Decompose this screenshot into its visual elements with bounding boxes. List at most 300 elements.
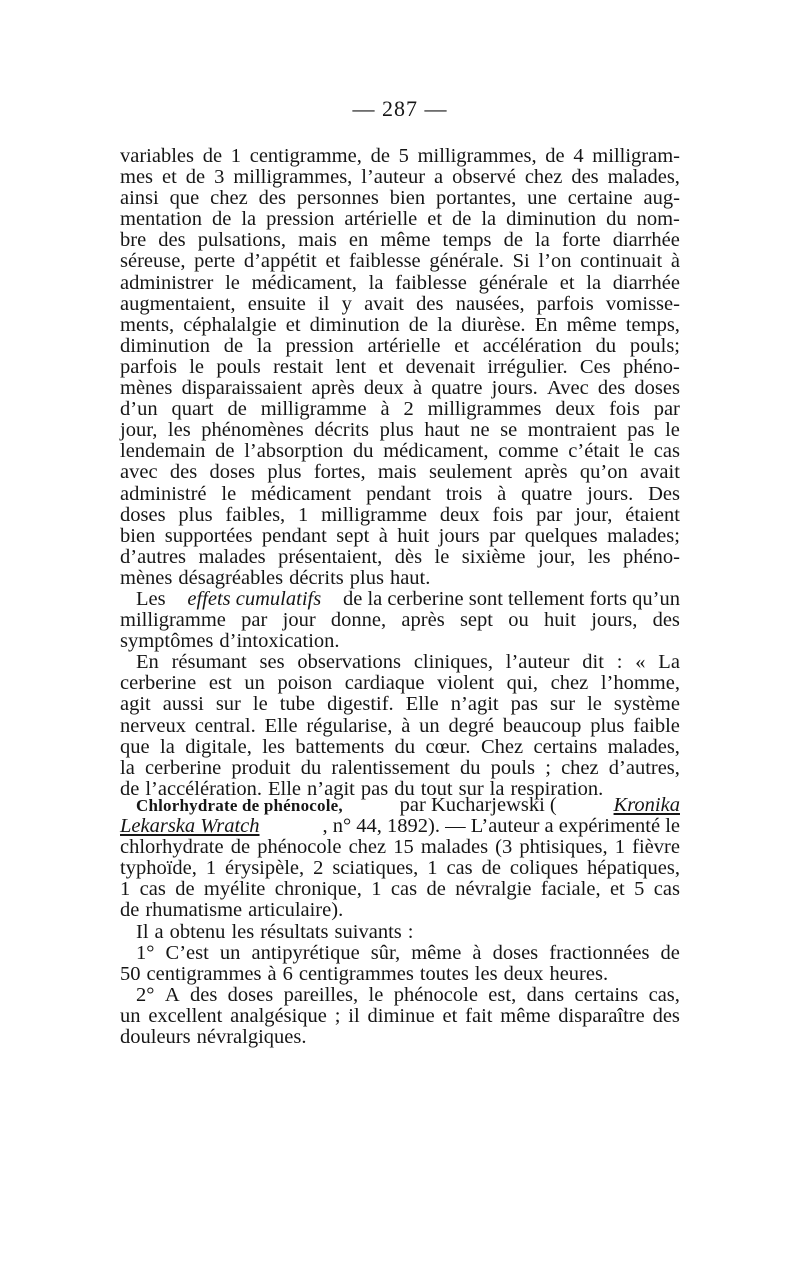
word: ments, [120,313,175,336]
word: 1 [614,836,626,859]
word: même [380,229,431,252]
word: médicament [251,482,352,505]
word: la [160,735,175,758]
word: centigrammes [146,962,262,985]
word: doses [209,461,256,484]
text-line [120,758,680,779]
word: diminution [309,313,400,336]
word: de [185,166,206,189]
word: haut [424,419,460,442]
word: des [597,377,626,400]
word: plus [349,566,384,589]
word: de [227,398,247,421]
word: d’appétit [243,250,317,273]
word: fait [465,1004,493,1027]
word: après [311,377,355,400]
word: par [653,398,680,421]
word: de [660,941,680,964]
word: articulaire). [248,899,344,922]
word: 1° [136,941,155,964]
word: suivants [334,920,402,943]
text-fragment: par Kucharjewski ( [399,794,557,816]
word: : [616,651,623,674]
word: névralgiques. [196,1026,307,1049]
word: le [252,693,268,716]
word: décrits [314,419,369,442]
word: continuait [580,250,663,273]
word: un [120,1004,141,1027]
word: à [380,398,390,421]
word: forte [561,229,601,252]
word: de [175,878,195,901]
text-line [120,146,680,167]
word: des [416,292,444,315]
word: huit [397,524,430,547]
text-line [120,631,680,652]
text-line [120,420,680,441]
word: de [481,857,501,880]
word: mènes [120,566,173,589]
word: coliques [509,857,579,880]
word: En [136,651,159,674]
word: disparaissaient [181,377,303,400]
word: jours. [587,482,634,505]
word: qu’on [579,461,628,484]
word: de [202,145,223,167]
word: des [189,983,218,1006]
word: ne [470,419,490,442]
word: cas [653,878,680,901]
word: du [394,735,416,758]
word: la [535,229,550,252]
word: se [500,419,518,442]
word: avait [364,292,404,315]
word: accélération [482,334,582,357]
word: fortes, [313,461,366,484]
word: supportées [164,524,253,547]
word: du [595,334,617,357]
word: n’agit [307,777,355,800]
text-line [120,273,680,294]
word: tube [279,693,316,716]
text-line [120,879,680,900]
word: à [267,962,277,985]
word: il [348,1004,360,1027]
text-line [120,251,680,272]
word: pouls [216,355,261,378]
word: Chez [480,735,524,758]
word: le [587,693,602,716]
word: fractionnées [549,941,650,964]
word: résumant [171,651,247,674]
word: d’intoxication. [219,630,340,653]
word: des [169,461,198,484]
word: de [230,836,251,859]
word: heures. [549,962,609,985]
text-line [120,716,680,737]
word: Elle [264,714,298,737]
word: C’est [165,941,209,964]
word: le [629,440,645,463]
word: ou [508,609,529,632]
text-line [120,462,680,483]
word: pendant [366,482,431,505]
word: 5 [398,145,409,167]
word: pression [266,208,335,231]
word: pouls; [629,334,680,357]
section-heading-line [120,795,680,816]
word: même [500,1004,551,1027]
word: 3 [214,166,225,189]
word: milligrammes, [417,145,537,167]
word: ralentissement [331,756,450,779]
word: le [665,419,680,442]
word: Des [648,482,680,505]
word: diminution [506,208,597,231]
word: du [394,777,415,800]
word: système [613,693,680,716]
word: ; [545,756,551,779]
word: deux [363,377,404,400]
word: séreuse, [120,250,186,273]
text-block-cerberine [120,146,680,800]
word: mènes [120,377,173,400]
word: phéno- [622,355,680,378]
word: nerveux [120,714,187,737]
word: vomisse- [605,292,680,315]
word: des [571,166,599,189]
word: l’absorption [244,440,344,463]
text-line [120,837,680,858]
text-line [120,188,680,209]
word: observations [297,651,402,674]
word: analgésique [230,1004,327,1027]
word: certains [574,983,639,1006]
word: sûr, [370,941,401,964]
word: pouls [490,756,536,779]
word: artérielle [367,334,441,357]
word: l’homme, [600,672,680,695]
word: de [120,899,140,922]
word: diminue [367,1004,435,1027]
word: chez [524,166,563,189]
word: phéno- [623,545,680,568]
word: pendant [261,524,327,547]
word: jour [282,609,316,632]
word: augmentaient, [120,292,236,315]
word: plus [267,461,302,484]
text-line [120,505,680,526]
word: 1 [371,878,382,901]
word: cerberine [144,756,222,779]
word: 2 [313,857,324,880]
word: chez [561,756,599,779]
word: phénocole [393,983,478,1006]
word: de [503,229,523,252]
word: administrer [120,271,214,294]
text-line [120,816,680,837]
word: personnes [296,187,379,210]
word: cas [653,440,680,463]
word: deux [439,503,480,526]
word: milligramme [260,398,367,421]
text-fragment: , n° 44, 1892). — L’auteur a expérimenté le [322,815,680,838]
word: 1 [427,857,438,880]
word: un [219,941,241,964]
word: doses [634,377,680,400]
journal-title: Kronika [613,794,680,816]
word: par [241,609,268,632]
word: symptômes [120,630,214,653]
word: les [231,920,255,943]
word: nausées, [455,292,525,315]
word: d’autres [120,545,187,568]
word: faciale, [540,878,601,901]
word: la [586,271,602,294]
word: la [481,208,497,231]
word: fièvre [632,836,680,859]
paragraph-result-2 [120,985,680,1006]
word: régularise, [306,714,393,737]
word: irrégulier. [487,355,568,378]
word: l’auteur [505,651,570,674]
word: les [474,962,498,985]
word: une [527,187,557,210]
text-line [120,1006,680,1027]
word: 15 [393,836,414,859]
word: restait [273,355,324,378]
text-line [120,294,680,315]
word: portantes, [436,187,517,210]
word: du [352,440,374,463]
word: mais [377,461,417,484]
word: degré [448,714,494,737]
word: cas [139,878,166,901]
text-line [120,547,680,568]
word: le [434,545,450,568]
word: 50 [120,962,141,985]
word: diminution [120,334,210,357]
word: 6 [282,962,293,985]
word: myélite [203,878,266,901]
word: certains [533,735,598,758]
word: cerberine [120,672,197,695]
word: : [407,920,414,943]
word: chez [210,187,248,210]
word: observé [452,166,516,189]
word: milligram- [592,145,680,167]
word: malades; [607,524,680,547]
word: centigrammes [298,962,414,985]
word: d’autres, [608,756,680,779]
word: parfois [120,355,177,378]
text-line [120,167,680,188]
word: sur [458,777,484,800]
word: d’un [120,398,158,421]
word: Ces [579,355,611,378]
word: jour, [537,545,576,568]
paragraph-results-intro [120,922,680,943]
word: malades [198,545,266,568]
text-line [120,315,680,336]
word: donne, [330,609,387,632]
word: a [434,166,444,189]
word: la [241,208,257,231]
word: de [545,145,565,167]
word: central. [194,714,256,737]
word: à [497,482,507,505]
word: pulsations, [197,229,286,252]
word: violent [437,672,495,695]
word: parfois [536,292,594,315]
word: que [169,187,200,210]
word: milligrammes [427,398,542,421]
word: que [120,735,150,758]
word: après [401,609,445,632]
word: et [559,271,575,294]
journal-title: Lekarska Wratch [120,815,260,838]
word: typhoïde, [120,857,197,880]
word: toutes [419,962,469,985]
paragraph-summary [120,652,680,673]
word: Avec [546,377,589,400]
text-line [120,378,680,399]
text-line [120,694,680,715]
word: douleurs [120,1026,191,1049]
word: hépatiques, [587,857,680,880]
word: cas, [648,983,680,1006]
text-line [120,1027,680,1048]
word: aug- [643,187,680,210]
word: la [120,756,135,779]
word: certaine [567,187,633,210]
word: milligrammes, [233,166,353,189]
word: est, [488,983,517,1006]
word: médicament, [251,271,357,294]
word: antipyrétique [251,941,360,964]
word: pas [360,777,389,800]
word: malades [420,836,489,859]
word: il [318,292,330,315]
word: 5 [634,878,645,901]
word: diurèse. [461,313,526,336]
word: la [437,313,453,336]
word: en [348,229,369,252]
word: chronique, [274,878,362,901]
word: seulement [428,461,513,484]
word: phtisiques, [519,836,608,859]
word: générale [478,271,549,294]
word: de [215,440,235,463]
word: fois [492,503,524,526]
word: haut. [389,566,431,589]
word: la [256,334,272,357]
word: sept [336,524,370,547]
word: bien [120,524,156,547]
word: Elle [268,777,302,800]
word: et [162,166,177,189]
word: aussi [162,693,204,716]
word: La [658,651,680,674]
word: A [164,983,180,1006]
word: c’était [568,440,620,463]
word: artérielle [344,208,418,231]
word: sixième [461,545,526,568]
word: des [652,1004,680,1027]
word: céphalalgie [183,313,277,336]
word: résultats [260,920,329,943]
word: ensuite [247,292,306,315]
word: fois [609,398,640,421]
paragraph-result-1 [120,943,680,964]
word: (3 [495,836,513,859]
word: diarrhée [612,229,680,252]
word: l’on [538,250,572,273]
word: deux [555,398,596,421]
word: qui, [506,672,538,695]
word: de [370,145,390,167]
word: digitale, [185,735,252,758]
word: comme [498,440,559,463]
italic-term: effets cumulatifs [187,587,322,610]
word: à [378,524,388,547]
text-block-phenocole [120,795,680,1048]
page-number: — 287 — [352,96,448,121]
word: des [258,187,286,210]
word: bien [389,187,426,210]
word: 1 [298,503,309,526]
text-line [120,230,680,251]
word: y [341,292,352,315]
word: obtenu [169,920,226,943]
word: à [472,941,482,964]
word: de [211,208,232,231]
word: le [368,983,384,1006]
word: de [223,334,244,357]
word: tout [420,777,453,800]
word: médicament, [383,440,489,463]
word: centigramme, [249,145,362,167]
word: faibles, [225,503,286,526]
word: pas [627,419,655,442]
text-line [120,737,680,758]
word: devenait [405,355,476,378]
word: décrits [289,566,344,589]
word: respiration. [510,777,604,800]
word: plus [379,419,414,442]
word: plus [178,503,213,526]
word: avait [640,461,680,484]
word: de [452,208,472,231]
word: avec [120,461,158,484]
word: a [154,920,164,943]
word: même [566,313,617,336]
word: présentaient, [278,545,383,568]
word: à [412,377,423,400]
word: malades, [607,735,680,758]
text-line [120,399,680,420]
word: le [221,482,237,505]
word: variables [120,145,194,167]
word: des [652,609,680,632]
word: dans [526,983,565,1006]
word: un [419,714,440,737]
word: mentation [120,208,202,231]
word: Elle [405,693,439,716]
text-line [120,441,680,462]
word: En [534,313,558,336]
section-heading: Chlorhydrate de phénocole, [136,796,343,815]
